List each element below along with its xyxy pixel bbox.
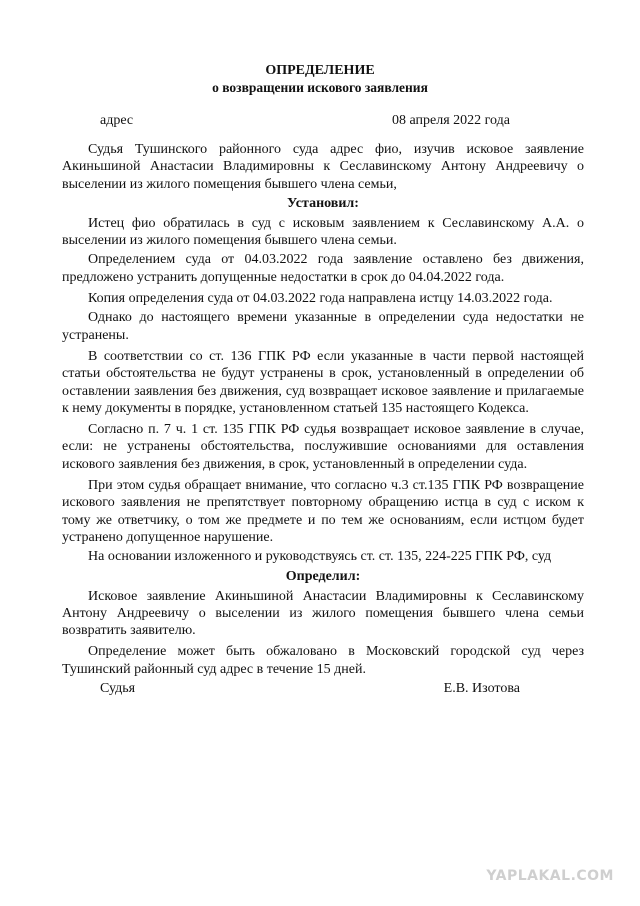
place: адрес (100, 113, 134, 128)
paragraph: Определением суда от 04.03.2022 года заявление оставлено без движения, предложено устранить допущенные недостатки в срок до 04.04.2022 года. (62, 252, 584, 285)
date: 08 апреля 2022 года (392, 113, 510, 128)
document-body (62, 141, 584, 682)
paragraph: Исковое заявление Акиньшиной Анастасии Владимировны к Сеславинскому Антону Андреевичу о выселении из жилого помещения бывшего члена семьи возвратить заявителю. (62, 588, 584, 639)
paragraph: Истец фио обратилась в суд с исковым заявлением к Сеславинскому А.А. о выселении из жилого помещения бывшего члена семьи. (62, 215, 584, 249)
watermark: YAPLAKAL.COM (486, 868, 614, 884)
paragraph: При этом судья обращает внимание, что согласно ч.3 ст.135 ГПК РФ возвращение искового заявления не препятствует повторному обращению истца в суд с иском к тому же ответчику, о том же предмете и по тем же основаниям, если истцом будет устранено допущенное нарушение. (62, 478, 584, 545)
paragraph: Копия определения суда от 04.03.2022 года направлена истцу 14.03.2022 года. (88, 291, 553, 307)
document-title: ОПРЕДЕЛЕНИЕ (265, 63, 375, 78)
paragraph: Определение может быть обжаловано в Московский городской суд через Тушинский районный суд адрес в течение 15 дней. (62, 644, 584, 677)
document-subtitle: о возвращении искового заявления (212, 80, 428, 95)
paragraph: На основании изложенного и руководствуясь ст. ст. 135, 224-225 ГПК РФ, суд (88, 549, 552, 565)
section-heading-decided: Определил: (285, 568, 361, 584)
paragraph: В соответствии со ст. 136 ГПК РФ если указанные в части первой настоящей статьи обстоятельства не будут устранены в срок, установленный в определении об оставлении заявления без движения, суд возвращает исковое заявление и прилагаемые к нему документы в порядке, установленном статьей 135 настоящего Кодекса. (62, 348, 584, 416)
paragraph: Согласно п. 7 ч. 1 ст. 135 ГПК РФ судья возвращает исковое заявление в случае, если: не устранены обстоятельства, послужившие основаниями для оставления искового заявления без движения, в срок, установленный в определении суда. (62, 422, 584, 472)
signature-role: Судья (100, 681, 136, 696)
intro-paragraph: Судья Тушинского районного суда адрес фио, изучив исковое заявление Акиньшиной Анастасии Владимировны к Сеславинскому Антону Андреевичу о выселении из жилого помещения бывшего члена семьи, (62, 142, 584, 192)
section-heading-established: Установил: (287, 195, 359, 211)
signature-name: Е.В. Изотова (443, 681, 520, 696)
paragraph: Однако до настоящего времени указанные в определении суда недостатки не устранены. (62, 310, 584, 343)
